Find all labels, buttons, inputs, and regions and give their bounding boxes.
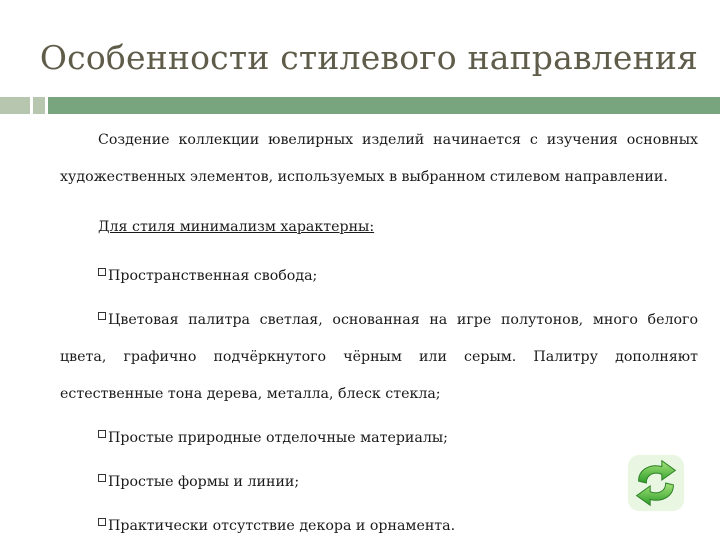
list-item [60,420,698,457]
list-item [60,508,698,545]
bullet-square-icon [98,312,106,320]
bullet-square-icon [98,518,106,526]
intro-paragraph: Создение коллекции ювелирных изделий начинается с изучения основных художественных элементов, используемых в выбранном стилевом направлении. [60,132,698,185]
list-item-text: Простые формы и линии; [108,474,300,490]
list-item-text: Практически отсутствие декора и орнамента. [108,518,456,534]
list-item-text: Пространственная свобода; [108,268,318,284]
bullet-square-icon [98,430,106,438]
list-item [60,302,698,413]
accent-bar-segment-middle [33,97,45,114]
accent-bar-segment-left [0,97,30,114]
recycle-arrows-icon[interactable] [625,452,687,514]
list-item [60,464,698,501]
list-item-text: Простые природные отделочные материалы; [108,430,448,446]
slide-body [60,122,698,552]
bullet-square-icon [98,268,106,276]
slide-title: Особенности стилевого направления [39,38,699,77]
bullet-square-icon [98,474,106,482]
accent-bar-main [48,97,720,114]
list-item-text: Цветовая палитра светлая, основанная на игре полутонов, много белого цвета, графично подчёркнутого чёрным или серым. Палитру дополняют естественные тона дерева, металла, блеск стекла; [60,312,698,402]
list-subheading: Для стиля минимализм характерны: [98,219,375,235]
list-item [60,258,698,295]
